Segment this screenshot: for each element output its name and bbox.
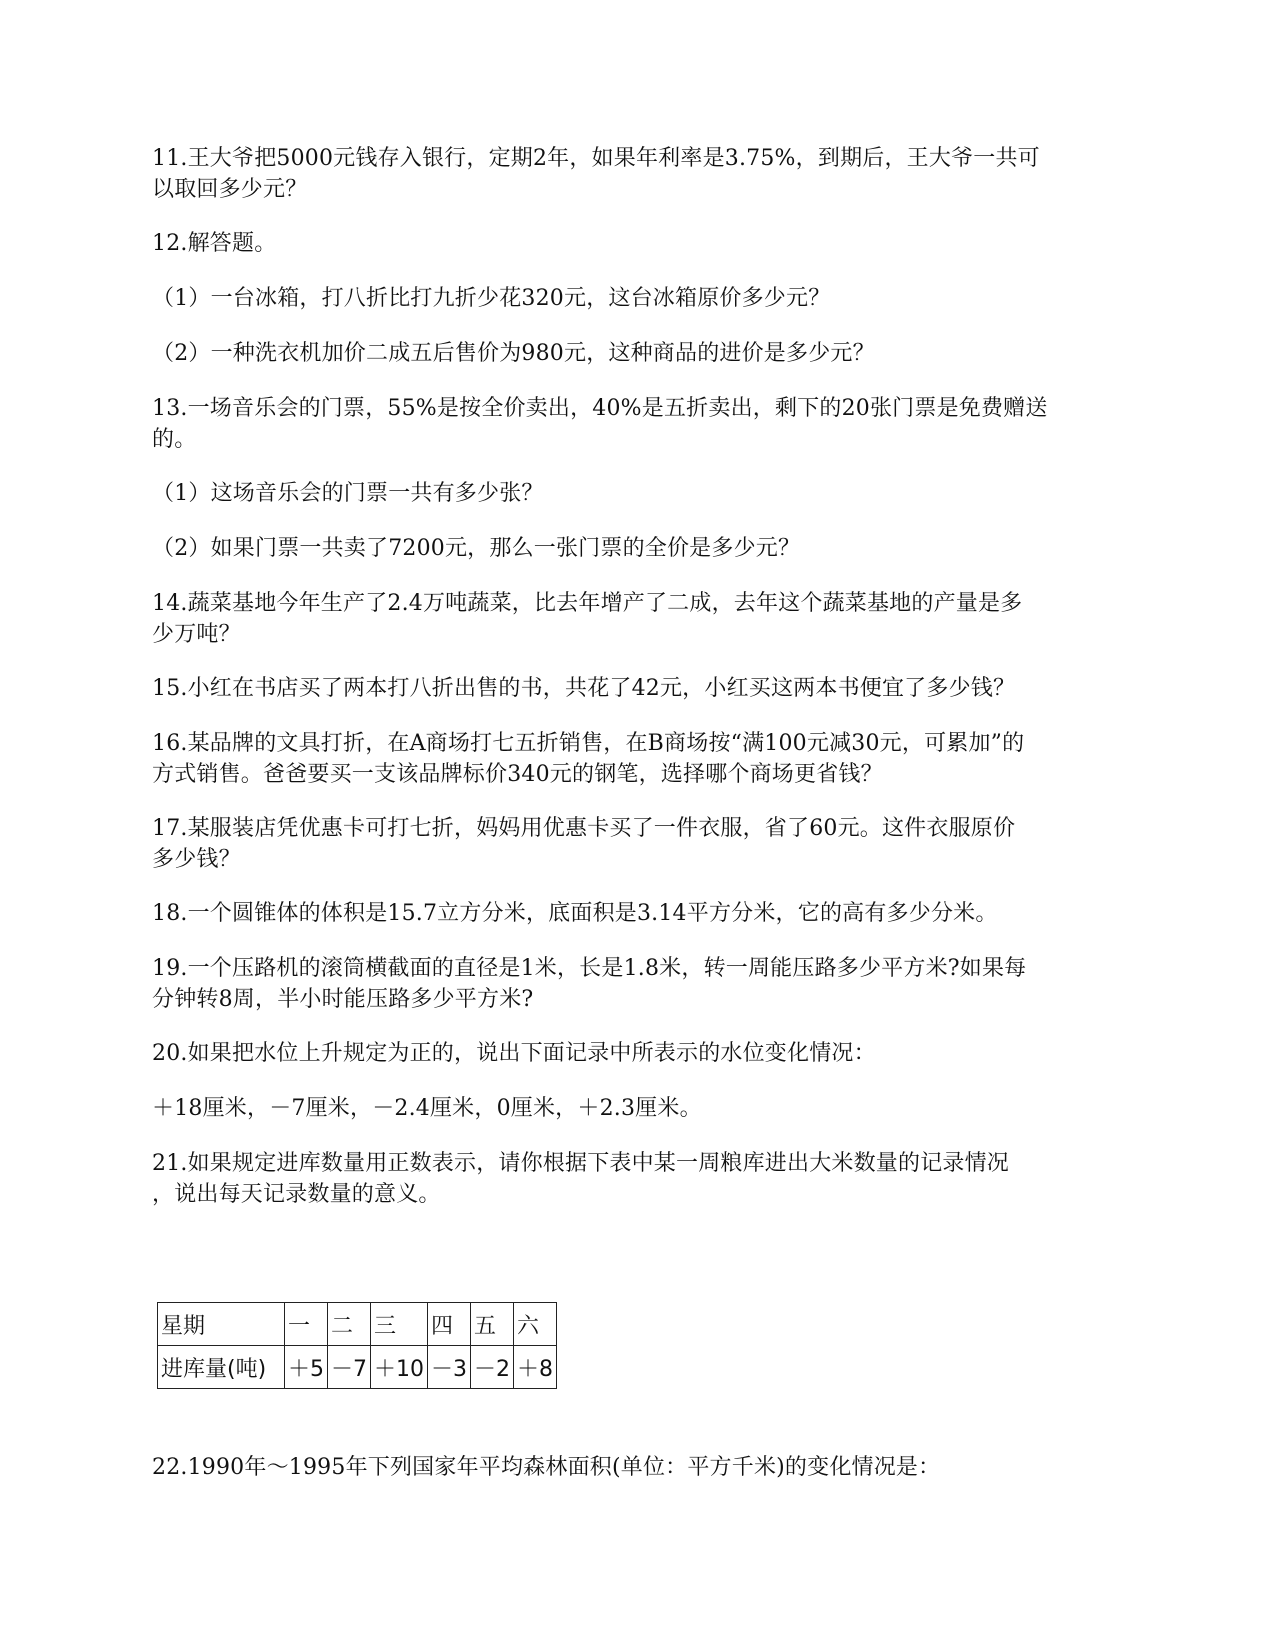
table-cell: 星期 [158, 1303, 285, 1346]
q14-line1: 14.蔬菜基地今年生产了2.4万吨蔬菜，比去年增产了二成，去年这个蔬菜基地的产量是多 [152, 591, 1023, 616]
q21-line1: 21.如果规定进库数量用正数表示，请你根据下表中某一周粮库进出大米数量的记录情况 [152, 1151, 1009, 1176]
table-cell: －3 [428, 1346, 471, 1389]
q18-line1: 18.一个圆锥体的体积是15.7立方分米，底面积是3.14平方分米，它的高有多少分米。 [152, 901, 998, 926]
table-row [158, 1346, 557, 1389]
table-cell: 五 [471, 1303, 514, 1346]
q13-part1: （1）这场音乐会的门票一共有多少张？ [152, 481, 544, 506]
table-cell: 二 [328, 1303, 371, 1346]
table-cell: 一 [285, 1303, 328, 1346]
q11-line2: 以取回多少元？ [152, 177, 308, 202]
table-cell: ＋8 [514, 1346, 557, 1389]
table-cell: ＋5 [285, 1346, 328, 1389]
q14-line2: 少万吨？ [152, 622, 241, 647]
q20-line2: ＋18厘米，－7厘米，－2.4厘米，0厘米，＋2.3厘米。 [152, 1096, 702, 1121]
table-cell: 四 [428, 1303, 471, 1346]
table-cell: 三 [371, 1303, 428, 1346]
q12-title: 12.解答题。 [152, 231, 277, 256]
q13-line1: 13.一场音乐会的门票，55%是按全价卖出，40%是五折卖出，剩下的20张门票是免费赠送 [152, 396, 1048, 421]
q20-line1: 20.如果把水位上升规定为正的，说出下面记录中所表示的水位变化情况： [152, 1041, 876, 1066]
table-cell: ＋10 [371, 1346, 428, 1389]
q17-line1: 17.某服装店凭优惠卡可打七折，妈妈用优惠卡买了一件衣服，省了60元。这件衣服原价 [152, 816, 1016, 841]
q13-part2: （2）如果门票一共卖了7200元，那么一张门票的全价是多少元？ [152, 536, 801, 561]
q13-line2: 的。 [152, 427, 197, 452]
q19-line2: 分钟转8周，半小时能压路多少平方米? [152, 987, 534, 1012]
q21-line2: ，说出每天记录数量的意义。 [152, 1182, 441, 1207]
table-cell: 进库量(吨) [158, 1346, 285, 1389]
q22-line1: 22.1990年～1995年下列国家年平均森林面积(单位：平方千米)的变化情况是： [152, 1455, 941, 1480]
grain-record-table [157, 1302, 557, 1389]
q19-line1: 19.一个压路机的滚筒横截面的直径是1米，长是1.8米，转一周能压路多少平方米?如果每 [152, 956, 1027, 981]
q16-line1: 16.某品牌的文具打折，在A商场打七五折销售，在B商场按“满100元减30元，可累加”的 [152, 731, 1025, 756]
q17-line2: 多少钱？ [152, 847, 241, 872]
q12-part2: （2）一种洗衣机加价二成五后售价为980元，这种商品的进价是多少元？ [152, 341, 875, 366]
table-cell: －7 [328, 1346, 371, 1389]
q15-line1: 15.小红在书店买了两本打八折出售的书，共花了42元，小红买这两本书便宜了多少钱？ [152, 676, 1016, 701]
q11-line1: 11.王大爷把5000元钱存入银行，定期2年，如果年利率是3.75%，到期后，王大爷一共可 [152, 146, 1040, 171]
q16-line2: 方式销售。爸爸要买一支该品牌标价340元的钢笔，选择哪个商场更省钱？ [152, 762, 883, 787]
q12-part1: （1）一台冰箱，打八折比打九折少花320元，这台冰箱原价多少元？ [152, 286, 831, 311]
table-cell: 六 [514, 1303, 557, 1346]
table-row [158, 1303, 557, 1346]
table-cell: －2 [471, 1346, 514, 1389]
